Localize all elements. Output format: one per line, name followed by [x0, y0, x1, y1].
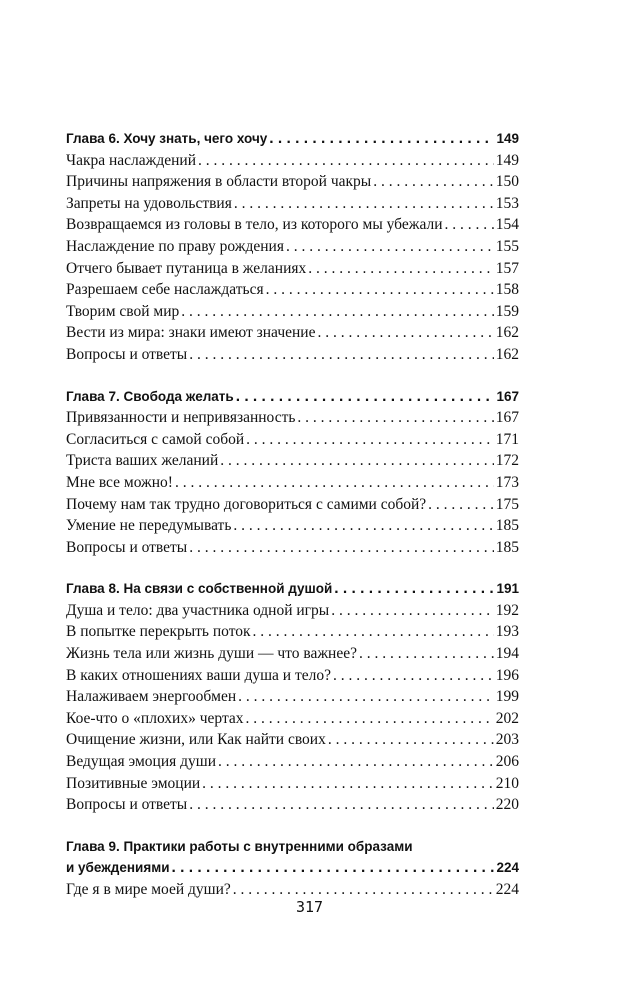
- page-number: 317: [295, 898, 324, 916]
- entry-title: Вести из мира: знаки имеют значение: [66, 324, 316, 342]
- page-ref: 154: [495, 216, 519, 234]
- entry-title: Привязанности и непривязанность: [66, 409, 296, 427]
- entry-title: Отчего бывает путаница в желаниях: [66, 259, 307, 277]
- dot-leader: [202, 773, 494, 795]
- entry-title: Почему нам так трудно договориться с самими собой?: [66, 495, 427, 513]
- chapter-title: и убеждениями: [66, 860, 170, 876]
- entry-title: Умение не передумывать: [66, 517, 232, 535]
- dot-leader: [428, 494, 494, 516]
- entry-title: Кое-что о «плохих» чертах: [66, 709, 244, 727]
- dot-leader: [328, 729, 494, 751]
- page-ref: 162: [495, 324, 519, 342]
- chapter-title-line1[interactable]: Глава 9. Практики работы с внутренними образами: [66, 838, 413, 854]
- page-ref: 220: [495, 796, 519, 814]
- page-ref: 157: [495, 259, 519, 277]
- toc-entry[interactable]: [66, 729, 519, 751]
- entry-title: Чакра наслаждений: [66, 151, 197, 169]
- toc-entry[interactable]: [66, 344, 519, 366]
- entry-title: Жизнь тела или жизнь души — что важнее?: [66, 645, 357, 663]
- dot-leader: [189, 344, 494, 366]
- toc-entry[interactable]: [66, 450, 519, 472]
- dot-leader: [189, 537, 494, 559]
- page-ref: 153: [495, 194, 519, 212]
- page-ref: 150: [495, 173, 519, 191]
- page-ref: 193: [495, 623, 519, 641]
- entry-title: Вопросы и ответы: [66, 538, 188, 556]
- page-ref: 159: [495, 302, 519, 320]
- toc-entry[interactable]: [66, 429, 519, 451]
- entry-title: Запреты на удовольствия: [66, 194, 232, 212]
- page-ref: 210: [495, 774, 519, 792]
- entry-title: Мне все можно!: [66, 473, 173, 491]
- dot-leader: [189, 794, 494, 816]
- entry-title: Ведущая эмоция души: [66, 753, 217, 771]
- chapter-6: [66, 128, 519, 366]
- dot-leader: [172, 857, 495, 879]
- page-ref: 203: [495, 731, 519, 749]
- page-ref: 173: [495, 473, 519, 491]
- dot-leader: [269, 128, 494, 150]
- entry-title: Возвращаемся из головы в тело, из которого мы убежали: [66, 216, 443, 234]
- dot-leader: [233, 515, 493, 537]
- chapter-heading[interactable]: [66, 578, 519, 600]
- dot-leader: [297, 407, 493, 429]
- dot-leader: [445, 214, 494, 236]
- entry-title: Налаживаем энергообмен: [66, 688, 237, 706]
- chapter-title: Глава 7. Свобода желать: [66, 388, 234, 404]
- dot-leader: [334, 578, 494, 600]
- page-ref: 155: [495, 237, 519, 255]
- dot-leader: [246, 429, 494, 451]
- dot-leader: [317, 322, 493, 344]
- page-ref: 167: [496, 388, 519, 404]
- toc-entry[interactable]: [66, 515, 519, 537]
- chapter-7: [66, 386, 519, 559]
- entry-title: Вопросы и ответы: [66, 796, 188, 814]
- page-ref: 196: [495, 666, 519, 684]
- toc-entry[interactable]: [66, 236, 519, 258]
- entry-title: Вопросы и ответы: [66, 345, 188, 363]
- toc-entry[interactable]: [66, 537, 519, 559]
- page-ref: 175: [495, 495, 519, 513]
- toc-entry[interactable]: [66, 322, 519, 344]
- dot-leader: [246, 708, 494, 730]
- toc-entry[interactable]: [66, 708, 519, 730]
- page-ref: 185: [495, 538, 519, 556]
- toc-entry[interactable]: [66, 407, 519, 429]
- page-ref: 224: [496, 860, 519, 876]
- toc-entry[interactable]: [66, 150, 519, 172]
- toc-entry[interactable]: [66, 193, 519, 215]
- entry-title: Душа и тело: два участника одной игры: [66, 601, 330, 619]
- page-ref: 192: [495, 601, 519, 619]
- dot-leader: [198, 150, 494, 172]
- page-ref: 185: [495, 517, 519, 535]
- chapter-heading[interactable]: [66, 857, 519, 879]
- entry-title: Причины напряжения в области второй чакры: [66, 173, 372, 191]
- page-ref: 171: [495, 430, 519, 448]
- page-ref: 191: [496, 581, 519, 597]
- page-ref: 202: [495, 709, 519, 727]
- entry-title: В попытке перекрыть поток: [66, 623, 251, 641]
- entry-title: Где я в мире моей души?: [66, 881, 231, 898]
- entry-title: Позитивные эмоции: [66, 774, 201, 792]
- page-ref: 194: [495, 645, 519, 663]
- dot-leader: [236, 386, 495, 408]
- toc-entry[interactable]: [66, 621, 519, 643]
- toc-entry[interactable]: [66, 171, 519, 193]
- chapter-title: Глава 8. На связи с собственной душой: [66, 581, 333, 597]
- dot-leader: [175, 472, 494, 494]
- entry-title: В каких отношениях ваши душа и тело?: [66, 666, 331, 684]
- entry-title: Очищение жизни, или Как найти своих: [66, 731, 326, 749]
- dot-leader: [220, 450, 493, 472]
- toc-entry[interactable]: [66, 279, 519, 301]
- toc-entry[interactable]: [66, 600, 519, 622]
- dot-leader: [308, 258, 494, 280]
- toc-entry[interactable]: [66, 665, 519, 687]
- dot-leader: [266, 279, 494, 301]
- page-ref: 206: [495, 753, 519, 771]
- toc-entry[interactable]: [66, 643, 519, 665]
- toc-entry[interactable]: [66, 494, 519, 516]
- page-ref: 149: [495, 151, 519, 169]
- toc-entry[interactable]: [66, 258, 519, 280]
- dot-leader: [359, 643, 494, 665]
- chapter-title: Глава 6. Хочу знать, чего хочу: [66, 131, 268, 146]
- page-ref: 224: [495, 881, 519, 898]
- page-ref: 162: [495, 345, 519, 363]
- page-ref: 172: [495, 452, 519, 470]
- page-ref: 158: [495, 281, 519, 299]
- toc-entry[interactable]: [66, 301, 519, 323]
- dot-leader: [181, 301, 493, 323]
- entry-title: Согласиться с самой собой: [66, 430, 245, 448]
- page-ref: 199: [495, 688, 519, 706]
- dot-leader: [373, 171, 494, 193]
- toc-entry[interactable]: [66, 214, 519, 236]
- toc-entry[interactable]: [66, 773, 519, 795]
- chapter-9: [66, 836, 519, 901]
- toc-entry[interactable]: [66, 751, 519, 773]
- dot-leader: [253, 621, 494, 643]
- entry-title: Разрешаем себе наслаждаться: [66, 281, 264, 299]
- dot-leader: [286, 236, 494, 258]
- page-ref: 167: [495, 409, 519, 427]
- dot-leader: [333, 665, 494, 687]
- dot-leader: [234, 193, 494, 215]
- chapter-8: [66, 578, 519, 816]
- toc-entry[interactable]: [66, 472, 519, 494]
- dot-leader: [238, 686, 494, 708]
- entry-title: Наслаждение по праву рождения: [66, 237, 284, 255]
- dot-leader: [331, 600, 494, 622]
- entry-title: Триста ваших желаний: [66, 452, 219, 470]
- chapter-heading[interactable]: [66, 128, 519, 150]
- toc-entry[interactable]: [66, 686, 519, 708]
- toc-entry[interactable]: [66, 794, 519, 816]
- table-of-contents: [66, 128, 519, 921]
- page-ref: 149: [496, 131, 519, 146]
- entry-title: Творим свой мир: [66, 302, 180, 320]
- dot-leader: [218, 751, 494, 773]
- chapter-heading[interactable]: [66, 386, 519, 408]
